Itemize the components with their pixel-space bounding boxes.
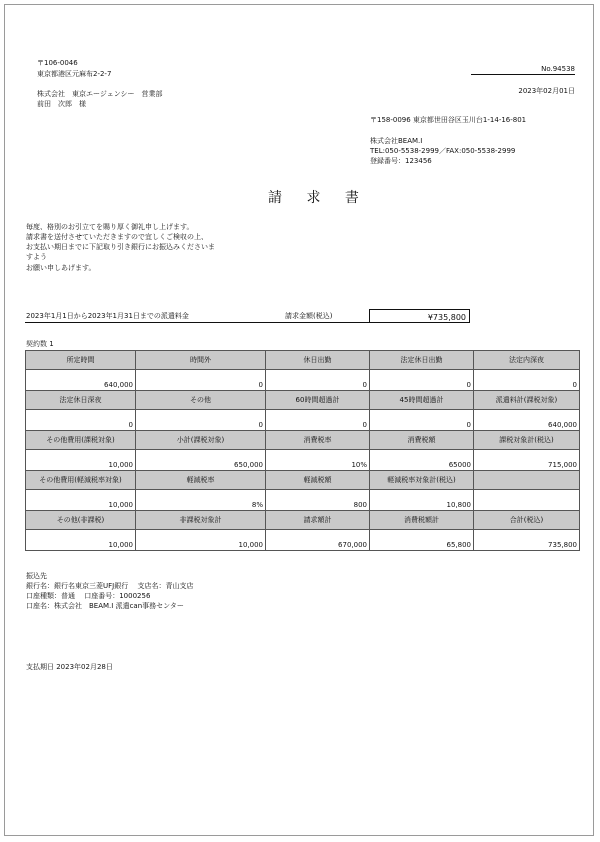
table-header-cell: 課税対象計(税込) bbox=[474, 431, 580, 450]
table-header-cell: 派遣料計(課税対象) bbox=[474, 391, 580, 410]
issuer-tel-fax: TEL:050-5538-2999／FAX:050-5538-2999 bbox=[370, 147, 516, 155]
table-value-cell: 0 bbox=[136, 370, 266, 391]
bank-account-line: 口座種類：普通 口座番号：1000256 bbox=[26, 592, 151, 600]
recipient-company: 株式会社 東京エージェンシー 営業部 bbox=[37, 90, 163, 98]
table-header-cell: 合計(税込) bbox=[474, 511, 580, 530]
table-value-cell: 65,800 bbox=[370, 530, 474, 551]
table-value-row bbox=[26, 450, 580, 471]
bank-title: 振込先 bbox=[26, 572, 47, 580]
table-value-cell: 10,800 bbox=[370, 490, 474, 511]
table-header-cell: 60時間超過計 bbox=[266, 391, 370, 410]
table-value-cell: 0 bbox=[266, 370, 370, 391]
table-value-cell: 10,000 bbox=[26, 490, 136, 511]
table-header-cell: 法定内深夜 bbox=[474, 351, 580, 370]
table-value-cell: 65000 bbox=[370, 450, 474, 471]
table-header-cell: 軽減税額 bbox=[266, 471, 370, 490]
table-value-cell: 10% bbox=[266, 450, 370, 471]
table-value-cell: 10,000 bbox=[26, 450, 136, 471]
table-header-cell: 時間外 bbox=[136, 351, 266, 370]
table-header-cell: 小計(課税対象) bbox=[136, 431, 266, 450]
table-header-cell: 消費税率 bbox=[266, 431, 370, 450]
table-header-cell: 法定休日出勤 bbox=[370, 351, 474, 370]
table-header-cell: 休日出勤 bbox=[266, 351, 370, 370]
table-value-row bbox=[26, 370, 580, 391]
table-value-cell: 10,000 bbox=[26, 530, 136, 551]
table-header-cell: 消費税額計 bbox=[370, 511, 474, 530]
table-header-cell-empty bbox=[474, 471, 580, 490]
table-value-cell: 640,000 bbox=[474, 410, 580, 431]
table-header-cell: その他(非課税) bbox=[26, 511, 136, 530]
table-value-cell: 0 bbox=[266, 410, 370, 431]
invoice-number: No.94538 bbox=[541, 65, 575, 73]
table-header-cell: 非課税対象計 bbox=[136, 511, 266, 530]
table-header-cell: 軽減税率対象計(税込) bbox=[370, 471, 474, 490]
greeting-line: 請求書を送付させていただきますので宜しくご検収の上、 bbox=[26, 233, 208, 241]
billing-amount-label: 請求金額(税込) bbox=[285, 312, 333, 320]
issuer-address: 〒158-0096 東京都世田谷区玉川台1-14-16-801 bbox=[370, 116, 527, 124]
document-title: 請 求 書 bbox=[268, 190, 369, 206]
recipient-person: 前田 次郎 様 bbox=[37, 100, 86, 108]
table-value-cell: 0 bbox=[474, 370, 580, 391]
table-header-row bbox=[26, 351, 580, 370]
table-header-cell: その他 bbox=[136, 391, 266, 410]
table-value-cell: 650,000 bbox=[136, 450, 266, 471]
table-value-cell: 10,000 bbox=[136, 530, 266, 551]
bank-name-line: 銀行名：銀行名東京三菱UFJ銀行 支店名：青山支店 bbox=[26, 582, 194, 590]
table-value-row bbox=[26, 530, 580, 551]
billing-amount: ¥735,800 bbox=[427, 313, 466, 322]
table-value-cell: 0 bbox=[370, 410, 474, 431]
greeting-line: 毎度、格別のお引立てを賜り厚く御礼申し上げます。 bbox=[26, 223, 194, 231]
table-header-row bbox=[26, 431, 580, 450]
greeting-line: お願い申しあげます。 bbox=[26, 264, 96, 272]
bank-holder-line: 口座名：株式会社 BEAM.I 派遣can事務センター bbox=[26, 602, 184, 610]
table-value-row bbox=[26, 410, 580, 431]
due-date: 支払期日 2023年02月28日 bbox=[26, 663, 113, 671]
table-header-cell: 消費税額 bbox=[370, 431, 474, 450]
table-header-cell: 請求額計 bbox=[266, 511, 370, 530]
table-value-cell: 735,800 bbox=[474, 530, 580, 551]
table-value-cell: 8% bbox=[136, 490, 266, 511]
summary-underline bbox=[25, 322, 370, 323]
table-header-cell: 法定休日深夜 bbox=[26, 391, 136, 410]
issuer-company: 株式会社BEAM.I bbox=[370, 137, 423, 145]
table-header-cell: 軽減税率 bbox=[136, 471, 266, 490]
fee-table bbox=[25, 350, 580, 551]
table-header-cell: 所定時間 bbox=[26, 351, 136, 370]
table-header-cell: その他費用(課税対象) bbox=[26, 431, 136, 450]
table-value-cell: 640,000 bbox=[26, 370, 136, 391]
recipient-address: 東京都港区元麻布2-2-7 bbox=[37, 70, 112, 78]
issuer-registration: 登録番号：123456 bbox=[370, 157, 432, 165]
table-header-row bbox=[26, 511, 580, 530]
table-header-row bbox=[26, 391, 580, 410]
greeting-line: すよう bbox=[26, 253, 47, 261]
table-value-cell-empty bbox=[474, 490, 580, 511]
table-value-cell: 715,000 bbox=[474, 450, 580, 471]
contract-count: 契約数 1 bbox=[26, 340, 54, 348]
billing-period: 2023年1月1日から2023年1月31日までの派遣料金 bbox=[26, 312, 189, 320]
table-header-row bbox=[26, 471, 580, 490]
table-value-row bbox=[26, 490, 580, 511]
table-header-cell: その他費用(軽減税率対象) bbox=[26, 471, 136, 490]
table-value-cell: 670,000 bbox=[266, 530, 370, 551]
recipient-postal: 〒106-0046 bbox=[37, 59, 78, 67]
invoice-number-rule bbox=[471, 74, 575, 75]
billing-amount-box bbox=[369, 309, 470, 323]
table-value-cell: 0 bbox=[136, 410, 266, 431]
invoice-date: 2023年02月01日 bbox=[518, 87, 575, 95]
table-value-cell: 800 bbox=[266, 490, 370, 511]
table-value-cell: 0 bbox=[26, 410, 136, 431]
table-header-cell: 45時間超過計 bbox=[370, 391, 474, 410]
greeting-line: お支払い期日までに下記取り引き銀行にお振込みくださいま bbox=[26, 243, 215, 251]
table-value-cell: 0 bbox=[370, 370, 474, 391]
